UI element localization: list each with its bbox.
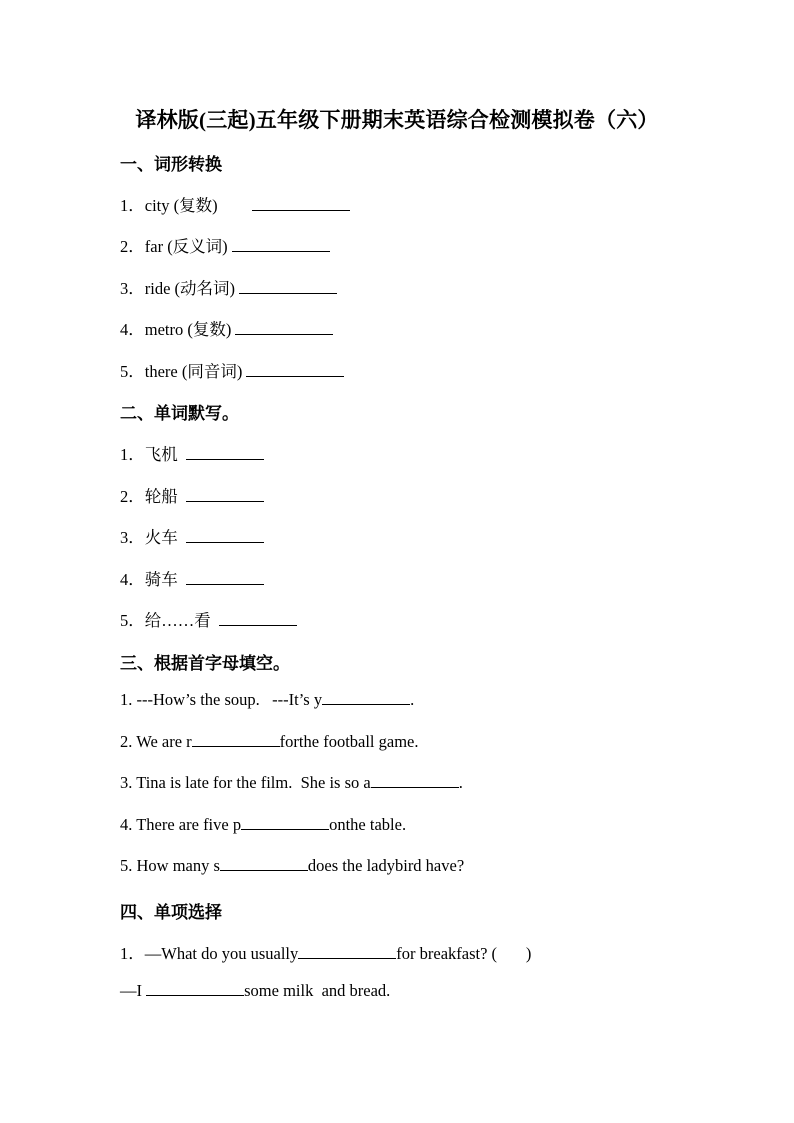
question-number: 4．	[120, 570, 145, 589]
question-line	[120, 483, 264, 507]
question-number: 1．	[120, 445, 145, 464]
question-text: 3. Tina is late for the film. She is so a	[120, 773, 371, 792]
question-line	[120, 275, 337, 299]
answer-blank[interactable]	[322, 690, 410, 705]
answer-blank[interactable]	[146, 981, 244, 996]
question-text: 5. How many s	[120, 856, 220, 875]
answer-blank[interactable]	[220, 856, 308, 871]
answer-blank[interactable]	[246, 362, 344, 377]
answer-text-after: some milk and bread.	[244, 981, 391, 1000]
answer-blank[interactable]	[235, 320, 333, 335]
section-heading-multiple-choice: 四、单项选择	[120, 903, 222, 922]
question-text: city (复数)	[144, 196, 218, 215]
question-line	[120, 441, 264, 465]
question-number: 4．	[120, 320, 145, 339]
question-line	[120, 316, 333, 340]
question-text: 轮船	[144, 487, 178, 506]
question-line	[120, 566, 264, 590]
question-text: 给……看	[144, 611, 211, 630]
question-text: ride (动名词)	[144, 279, 236, 298]
answer-blank[interactable]	[186, 528, 264, 543]
answer-line	[120, 981, 390, 1001]
answer-blank[interactable]	[241, 815, 329, 830]
question-line	[120, 815, 406, 835]
section-heading-initial-letter: 三、根据首字母填空。	[120, 654, 290, 673]
question-text: 骑车	[144, 570, 178, 589]
question-line	[120, 940, 531, 964]
question-line	[120, 607, 297, 631]
question-number: 2．	[120, 237, 145, 256]
answer-blank[interactable]	[186, 487, 264, 502]
question-line	[120, 690, 414, 710]
answer-blank[interactable]	[298, 944, 396, 959]
question-line	[120, 192, 350, 216]
answer-blank[interactable]	[232, 237, 330, 252]
answer-blank[interactable]	[186, 445, 264, 460]
question-line	[120, 773, 463, 793]
question-number: 5．	[120, 362, 145, 381]
page-title: 译林版(三起)五年级下册期末英语综合检测模拟卷（六）	[135, 108, 659, 132]
answer-blank[interactable]	[239, 279, 337, 294]
question-text: 飞机	[144, 445, 178, 464]
section-heading-word-forms: 一、词形转换	[120, 155, 222, 174]
question-text-after: does the ladybird have?	[307, 856, 465, 875]
question-line	[120, 358, 344, 382]
question-number: 2．	[120, 487, 145, 506]
answer-blank[interactable]	[371, 773, 459, 788]
question-text: metro (复数)	[144, 320, 232, 339]
question-number: 1．	[120, 196, 145, 215]
question-text: 4. There are five p	[120, 815, 242, 834]
question-line	[120, 233, 330, 257]
answer-blank[interactable]	[186, 570, 264, 585]
question-text-after: .	[410, 690, 415, 709]
answer-blank[interactable]	[219, 611, 297, 626]
answer-blank[interactable]	[252, 196, 350, 211]
question-text: 火车	[144, 528, 178, 547]
question-text: there (同音词)	[144, 362, 243, 381]
question-line	[120, 732, 419, 752]
question-number: 1．	[120, 944, 145, 963]
question-line	[120, 524, 264, 548]
question-text-after: for breakfast? ( )	[396, 944, 532, 963]
answer-blank[interactable]	[192, 732, 280, 747]
question-text: far (反义词)	[144, 237, 228, 256]
question-number: 5．	[120, 611, 145, 630]
question-number: 3．	[120, 528, 145, 547]
question-text-after: forthe football game.	[279, 732, 419, 751]
question-text-after: onthe table.	[329, 815, 407, 834]
question-text: —What do you usually	[144, 944, 299, 963]
question-number: 3．	[120, 279, 145, 298]
question-text: 2. We are r	[120, 732, 192, 751]
question-text: 1. ---How’s the soup. ---It’s y	[120, 690, 323, 709]
answer-text: —I	[120, 981, 147, 1000]
question-line	[120, 856, 464, 876]
question-text-after: .	[458, 773, 463, 792]
section-heading-dictation: 二、单词默写。	[120, 404, 239, 423]
